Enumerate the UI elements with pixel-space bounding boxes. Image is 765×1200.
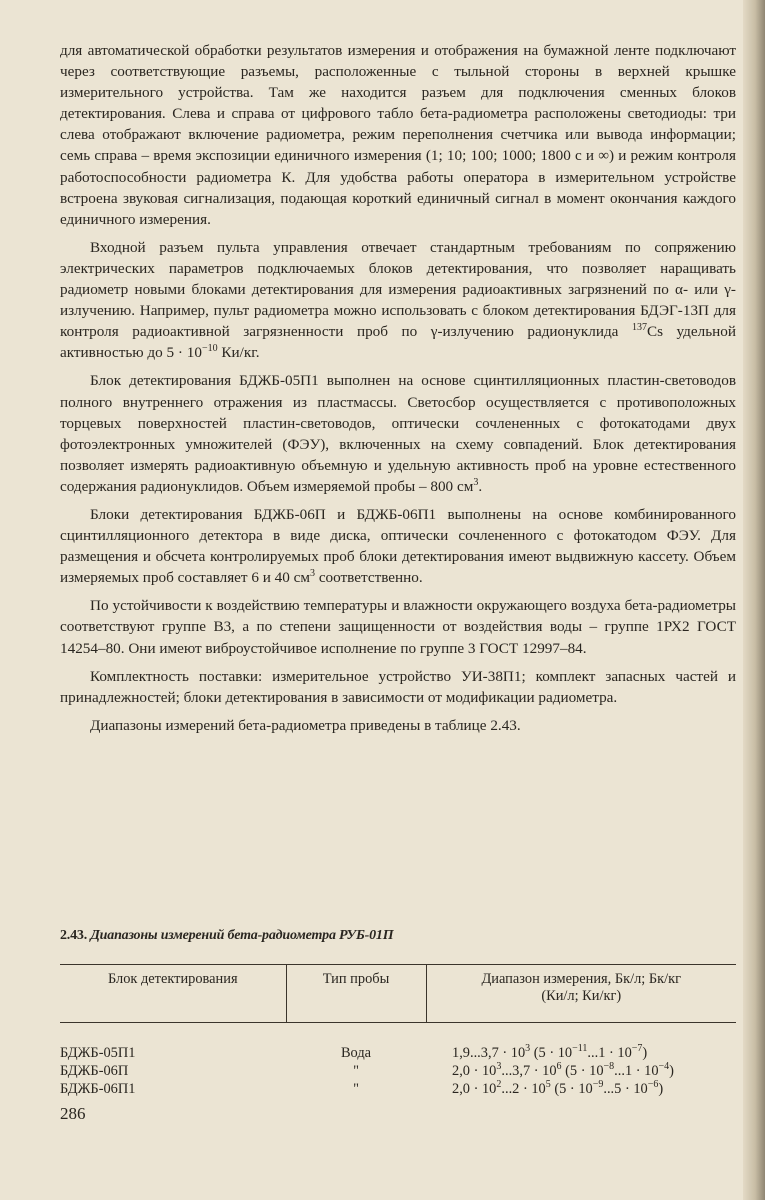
exponent: 3: [473, 476, 479, 488]
table-caption-title: Диапазоны измерений бета-радиометра РУБ-01П: [87, 928, 394, 943]
exponent: 2: [496, 1079, 502, 1091]
range-part: ): [669, 1063, 674, 1079]
header-range-line-1: Диапазон измерения, Бк/л; Бк/кг: [481, 971, 682, 987]
paragraph-3-text-a: Блок детектирования БДЖБ-05П1 выполнен на основе сцинтилляционных пластин-световодов полного внутреннего отражения из пластмассы. Светосбор осуществляется с противоположных торцевых поверхностей пластин-световодов, оптически сочлененных с фотокатодами двух фотоэлектронных умножителей (ФЭУ), включенных на схему совпадений. Блок детектирования позволяет измерять радиоактивную объемную и удельную активность проб на уровне естественного содержания радионуклидов. Объем измеряемой пробы – 800 см: [60, 372, 736, 495]
measurement-range-table: [60, 964, 736, 1099]
exponent: −9: [592, 1079, 604, 1091]
range-part: (5 · 10: [530, 1045, 573, 1061]
paragraph-4: [60, 504, 736, 588]
paragraph-4-text-a: Блоки детектирования БДЖБ-06П и БДЖБ-06П1 выполнены на основе комбинированного сцинтилляционного детектора в виде диска, оптически сочлененного с фотокатодом ФЭУ. Для размещения и обсчета контролируемых проб блоки детектирования имеют выдвижную кассету. Объем измеряемых проб составляет 6 и 40 см: [60, 505, 736, 587]
exponent: 3: [496, 1061, 502, 1073]
range-part: ...1 · 10: [614, 1063, 659, 1079]
header-range-line-2: (Ки/л; Ки/кг): [541, 988, 622, 1004]
range-part: ...2 · 10: [501, 1081, 546, 1097]
range-part: ...5 · 10: [603, 1081, 648, 1097]
exponent: −11: [572, 1043, 588, 1055]
exponent: −6: [647, 1079, 659, 1091]
table-caption-number: 2.43.: [60, 928, 88, 943]
exponent: −7: [631, 1043, 643, 1055]
cell-block: БДЖБ-06П1: [60, 1081, 136, 1097]
paragraph-2-text-c: Ки/кг.: [217, 344, 260, 362]
paragraph-3: [60, 370, 736, 497]
range-part: (5 · 10: [550, 1081, 593, 1097]
cell-type: ": [353, 1063, 359, 1079]
paragraph-5: По устойчивости к воздействию температуры и влажности окружающего воздуха бета-радиометры соответствуют группе В3, а по степени защищенности от воздействия воды – группе 1РХ2 ГОСТ 14254–80. Они имеют виброустойчивое исполнение по группе 3 ГОСТ 12997–84.: [60, 597, 736, 657]
header-block: Блок детектирования: [60, 965, 286, 1023]
range-part: ): [642, 1045, 648, 1061]
cell-type: ": [353, 1081, 359, 1097]
table-row: [60, 1081, 736, 1099]
exponent: −8: [603, 1061, 615, 1073]
range-part: ...1 · 10: [587, 1045, 632, 1061]
exponent: −10: [201, 343, 218, 355]
page-edge-shadow: [743, 0, 765, 1200]
paragraph-1: для автоматической обработки результатов измерения и отображения на бумажной ленте подключают через соответствующие разъемы, расположенные с тыльной стороны в верхней крышке измерительного устройства. Там же находится разъем для подключения сменных блоков детектирования. Слева и справа от цифрового табло бета-радиометра расположены светодиоды: три слева отображают включение радиометра, режим переполнения счетчика или вывода информации; семь справа – время экспозиции единичного измерения (1; 10; 100; 1000; 1800 с и ∞) и режим контроля работоспособности радиометра К. Для удобства работы оператора в измерительном устройстве встроена звуковая сигнализация, подающая короткий единичный сигнал в момент окончания каждого единичного измерения.: [60, 42, 736, 228]
exponent: 3: [310, 568, 316, 580]
range-part: ...3,7 · 10: [501, 1063, 557, 1079]
range-part: 2,0 · 10: [452, 1063, 497, 1079]
exponent: −4: [658, 1061, 670, 1073]
body-text: [60, 40, 736, 743]
paragraph-2-text-a: Входной разъем пульта управления отвечает стандартным требованиям по сопряжению электрических параметров подключаемых блоков детектирования, что позволяет наращивать радиометр новыми блоками детектирования для измерения радиоактивных загрязнений по α- или γ-излучению. Например, пульт радиометра можно использовать с блоком детектирования БДЭГ-13П для контроля радиоактивной загрязненности проб по γ-излучению радионуклида: [60, 238, 736, 341]
paragraph-2: [60, 237, 736, 364]
range-part: 2,0 · 10: [452, 1081, 497, 1097]
range-part: 1,9...3,7 · 10: [452, 1045, 526, 1061]
isotope-mass-number: 137: [631, 322, 647, 334]
cell-type: Вода: [340, 1045, 372, 1061]
cell-range: [426, 1023, 736, 1064]
exponent: 3: [525, 1043, 531, 1055]
range-part: (5 · 10: [561, 1063, 604, 1079]
header-range: [426, 965, 736, 1023]
paragraph-4-text-b: соответственно.: [315, 569, 423, 587]
table-header-row: [60, 965, 736, 1023]
table-row: [60, 1023, 736, 1064]
cell-range: [426, 1063, 736, 1081]
exponent: 6: [556, 1061, 562, 1073]
cell-block: БДЖБ-06П: [60, 1063, 129, 1079]
paragraph-7: Диапазоны измерений бета-радиометра приведены в таблице 2.43.: [90, 716, 521, 734]
cell-range: [426, 1081, 736, 1099]
paragraph-2-text-b: Cs удельной активностью до 5 · 10: [60, 323, 737, 362]
paragraph-3-text-b: .: [478, 477, 483, 495]
cell-block: БДЖБ-05П1: [60, 1045, 136, 1061]
paragraph-6: Комплектность поставки: измерительное устройство УИ-38П1; комплект запасных частей и принадлежностей; блоки детектирования в зависимости от модификации радиометра.: [60, 667, 736, 706]
range-part: ): [658, 1081, 664, 1097]
table-caption: [60, 928, 736, 944]
page-number: 286: [60, 1104, 86, 1123]
header-type: Тип пробы: [286, 965, 426, 1023]
exponent: 5: [545, 1079, 551, 1091]
table-row: [60, 1063, 736, 1081]
